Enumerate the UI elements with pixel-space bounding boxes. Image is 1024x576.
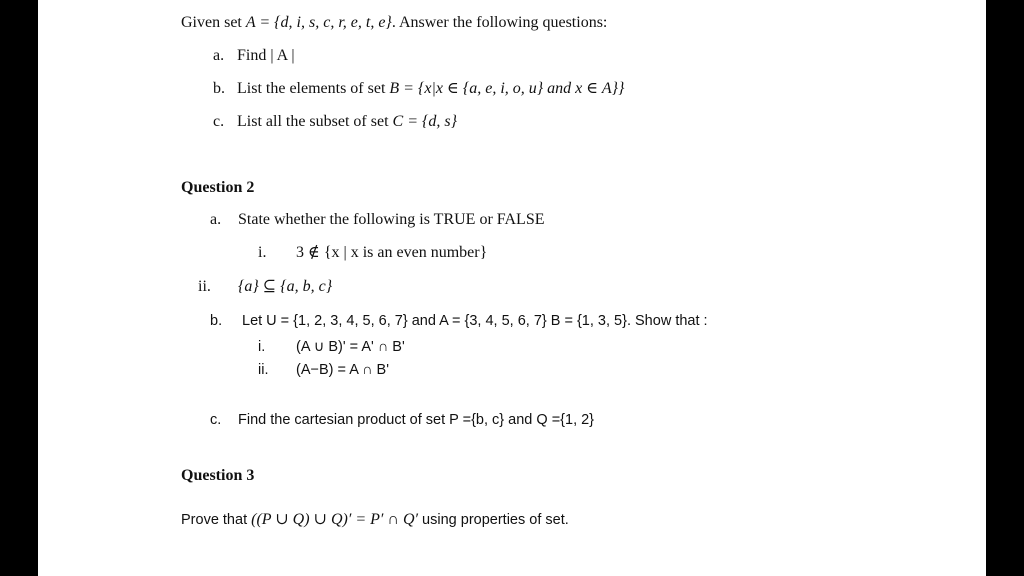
q1-item-b: [213, 79, 913, 99]
q2-b-ii: [258, 360, 658, 380]
q2-a-i-text: 3 ∉ {x | x is an even number}: [296, 244, 488, 261]
q1-c-text: List all the subset of set: [237, 113, 393, 130]
q3-title: Question 3: [181, 467, 255, 484]
q1-c-math: C = {d, s}: [392, 113, 458, 130]
q2-a-i-marker: i.: [258, 244, 267, 261]
q2-b-i: [258, 337, 658, 357]
q3-math: ((P ∪ Q) ∪ Q)′ = P′ ∩ Q′: [251, 511, 419, 528]
q1-c-marker: c.: [213, 113, 225, 130]
q2-a-i: [258, 243, 758, 263]
q3-prefix: Prove that: [181, 512, 252, 528]
q2-a-ii: [198, 277, 698, 297]
q2-b-i-marker: i.: [258, 339, 266, 355]
document-page: [38, 0, 986, 576]
q2-b-marker: b.: [210, 313, 223, 329]
q1-item-c: [213, 112, 913, 132]
q1-item-a: [213, 46, 913, 66]
q2-item-b: [210, 311, 950, 331]
intro-prefix: Given set: [181, 14, 246, 31]
q2-c-marker: c.: [210, 412, 222, 428]
q2-b-ii-marker: ii.: [258, 362, 269, 378]
q2-b-ii-text: (A−B) = A ∩ B': [296, 362, 389, 378]
q2-b-text: Let U = {1, 2, 3, 4, 5, 6, 7} and A = {3, 4, 5, 6, 7} B = {1, 3, 5}. Show that :: [242, 313, 708, 329]
q2-item-a: [210, 210, 910, 230]
q2-item-c: [210, 410, 910, 430]
q2-c-text: Find the cartesian product of set P ={b, c} and Q ={1, 2}: [238, 412, 595, 428]
q1-b-text: List the elements of set: [237, 80, 390, 97]
q2-a-marker: a.: [210, 211, 222, 228]
q1-a-marker: a.: [213, 47, 225, 64]
intro-line: [181, 13, 607, 33]
q1-b-marker: b.: [213, 80, 225, 97]
q1-a-text: Find | A |: [237, 47, 295, 64]
q2-a-ii-math: {a} ⊆ {a, b, c}: [238, 278, 333, 295]
intro-set-definition: A = {d, i, s, c, r, e, t, e}: [245, 14, 392, 31]
q2-title: Question 2: [181, 179, 255, 196]
q2-b-i-text: (A ∪ B)' = A' ∩ B': [296, 339, 405, 355]
q3-line: [181, 510, 569, 530]
q2-a-text: State whether the following is TRUE or FALSE: [238, 211, 545, 228]
intro-suffix: . Answer the following questions:: [391, 14, 608, 31]
q2-a-ii-marker: ii.: [198, 278, 211, 295]
q3-suffix: using properties of set.: [418, 512, 569, 528]
q1-b-math: B = {x|x ∈ {a, e, i, o, u} and x ∈ A}}: [389, 80, 625, 97]
